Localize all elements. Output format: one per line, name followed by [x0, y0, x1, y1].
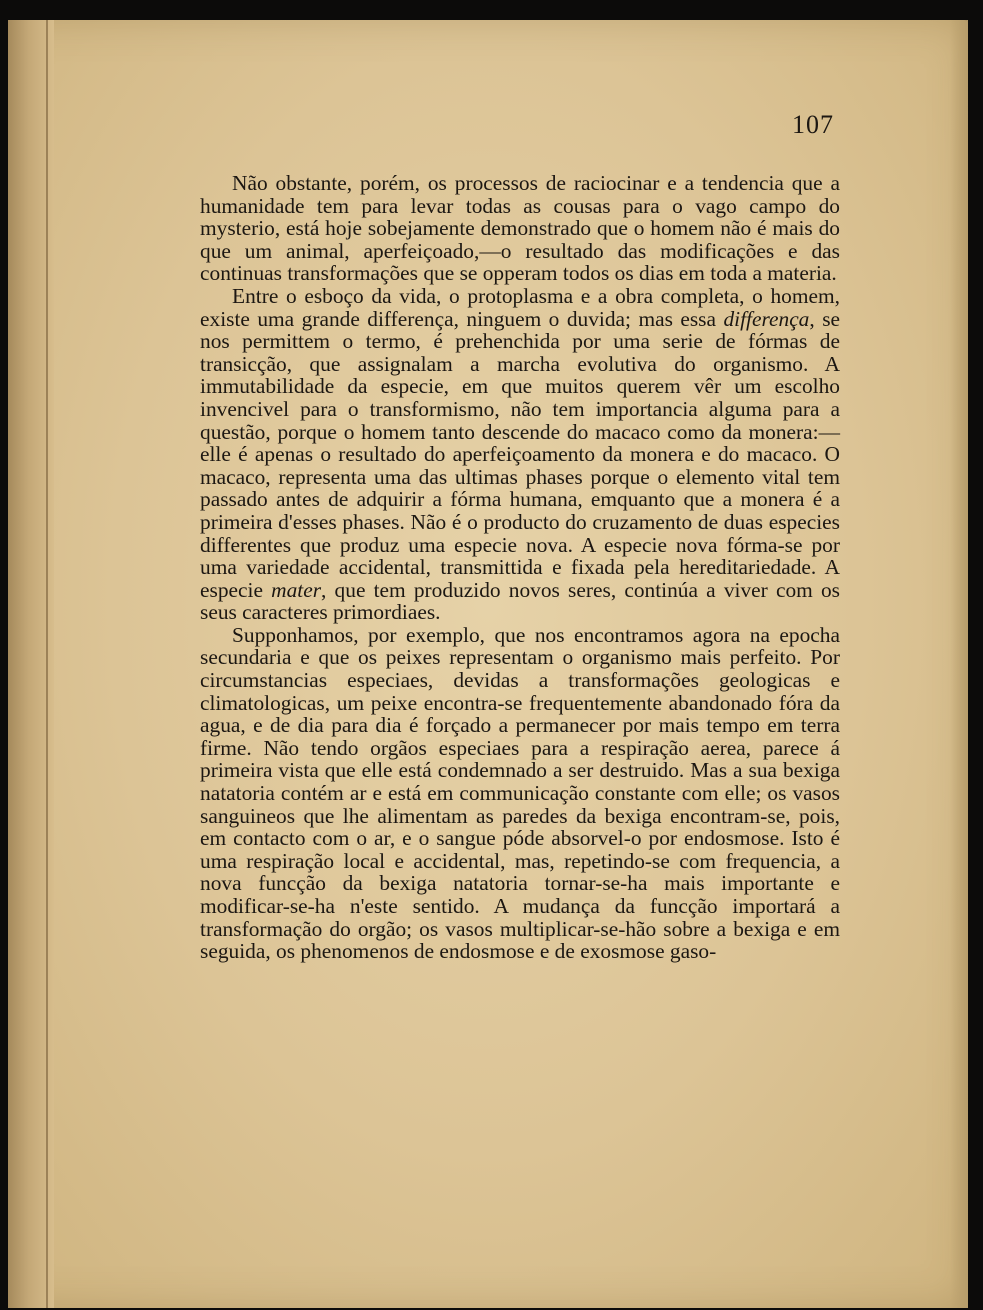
paragraph-2: [200, 285, 840, 624]
italic-term-mater: mater: [271, 577, 322, 602]
paragraph-3: [200, 624, 840, 963]
paragraph-text: Entre o esboço da vida, o protoplasma e a obra completa, o homem, existe uma grande differença, ninguem o duvida; mas essa: [200, 283, 840, 331]
paragraph-1: [200, 172, 840, 285]
paragraph-text: , que tem produzido novos seres, continúa a viver com os seus caracteres primordiaes.: [200, 577, 840, 625]
page-number: 107: [792, 110, 834, 139]
italic-term-differenca: differença: [723, 306, 810, 331]
paragraph-text: Supponhamos, por exemplo, que nos encontramos agora na epocha secundaria e que os peixes representam o organismo mais perfeito. Por circumstancias especiaes, devidas a transformações geologicas e climatologicas, um peixe encontra-se frequentemente abandonado fóra da agua, e de dia para dia é forçado a permanecer por mais tempo em terra firme. Não tendo orgãos especiaes para a respiração aerea, parece á primeira vista que elle está condemnado a ser destruido. Mas a sua bexiga natatoria contém ar e está em communicação constante com elle; os vasos sanguineos que lhe alimentam as paredes da bexiga encontram-se, pois, em contacto com o ar, e o sangue póde absorvel-o por endosmose. Isto é uma respiração local e accidental, mas, repetindo-se com frequencia, a nova funcção da bexiga natatoria tornar-se-ha mais importante e modificar-se-ha n'este sentido. A mudança da funcção importará a transformação do orgão; os vasos multiplicar-se-hão sobre a bexiga e em seguida, os phenomenos de endosmose e de exosmose gaso-: [200, 622, 840, 964]
paragraph-text: , se nos permittem o termo, é prehenchida por uma serie de fórmas de transicção, que assignalam a marcha evolutiva do organismo. A immutabilidade da especie, em que muitos querem vêr um escolho invencivel para o transformismo, não tem importancia alguma para a questão, porque o homem tanto descende do macaco como da monera:—elle é apenas o resultado do aperfeiçoamento da monera e do macaco. O macaco, representa uma das ultimas phases porque o elemento vital tem passado antes de adquirir a fórma humana, emquanto que a monera é a primeira d'esses phases. Não é o producto do cruzamento de duas especies differentes que produz uma especie nova. A especie nova fórma-se por uma variedade accidental, transmittida e fixada pela hereditariedade. A especie: [200, 306, 841, 602]
paragraph-text: Não obstante, porém, os processos de raciocinar e a tendencia que a humanidade tem para levar todas as cousas para o vago campo do mysterio, está hoje sobejamente demonstrado que o homem não é mais do que um animal, aperfeiçoado,—o resultado das modificações e das continuas transformações que se opperam todos os dias em toda a materia.: [200, 171, 840, 286]
binding-crease: [46, 20, 48, 1308]
body-text: [200, 172, 840, 963]
page-edge-shadow: [950, 20, 968, 1308]
